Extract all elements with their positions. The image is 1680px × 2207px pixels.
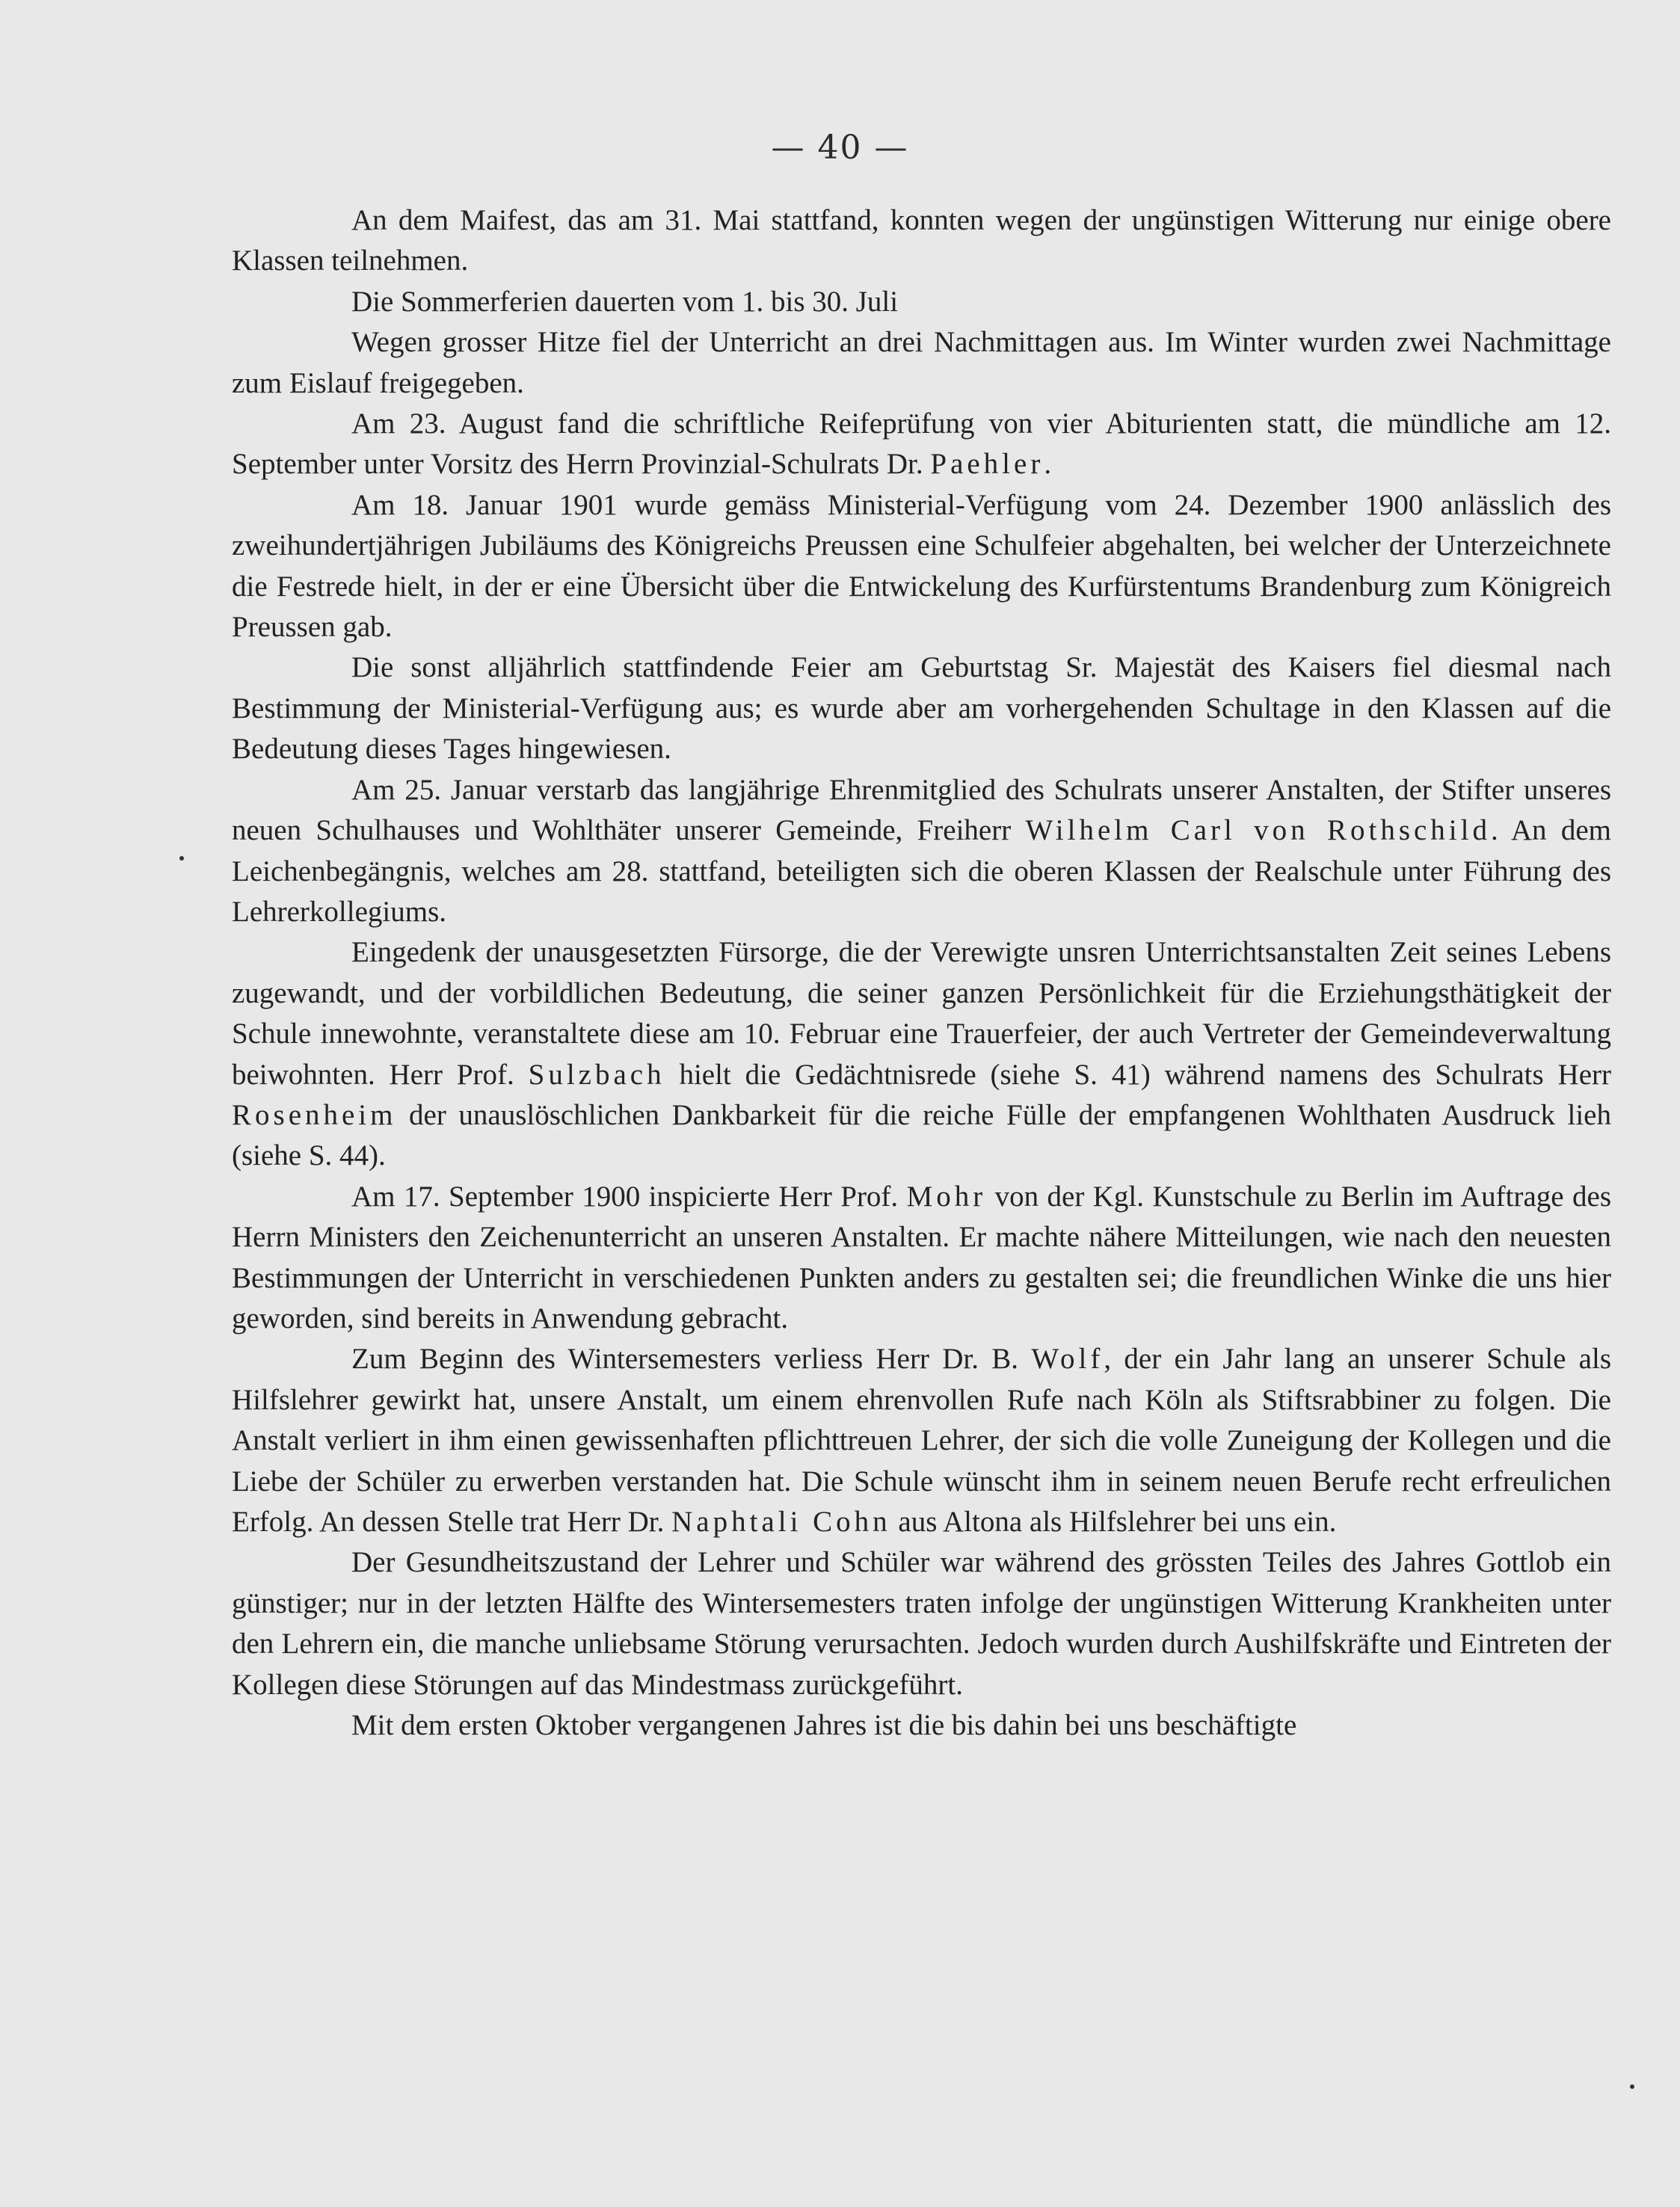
- paragraph-trauerfeier: Eingedenk der unausgesetzten Fürsorge, die der Verewigte unsren Unterrichtsanstalten Zeit seines Lebens zugewandt, und der vorbildlichen Bedeutung, die seiner ganzen Persönlichkeit für die Erziehungsthätigkeit der Schule innewohnte, veranstaltete diese am 10. Februar eine Trauerfeier, der auch Vertreter der Gemeindeverwaltung beiwohnten. Herr Prof. Sulzbach hielt die Gedächtnisrede (siehe S. 41) während namens des Schulrats Herr Rosenheim der unauslöschlichen Dankbarkeit für die reiche Fülle der empfangenen Wohlthaten Ausdruck lieh (siehe S. 44).: [232, 936, 1611, 1172]
- scan-speck: [179, 856, 184, 861]
- paragraph-oktober: Mit dem ersten Oktober vergangenen Jahres ist die bis dahin bei uns beschäftigte: [351, 1709, 1297, 1742]
- name-mohr: Mohr: [906, 1180, 987, 1213]
- body-text: [232, 200, 1611, 1746]
- scan-speck: [1630, 2084, 1634, 2089]
- page-number: — 40 —: [771, 129, 909, 167]
- paragraph-reifepruefung: Am 23. August fand die schriftliche Reifeprüfung von vier Abiturienten statt, die mündliche am 12. September unter Vorsitz des Herrn Provinzial-Schulrats Dr. Paehler.: [232, 407, 1611, 481]
- name-sulzbach: Sulzbach: [528, 1058, 665, 1091]
- name-paehler: Paehler: [930, 448, 1044, 481]
- paragraph-gesundheit: Der Gesundheitszustand der Lehrer und Schüler war während des grössten Teiles des Jahres Gottlob ein günstiger; nur in der letzten Hälfte des Wintersemesters traten infolge der ungünstigen Witterung Krankheiten unter den Lehrern ein, die manche unliebsame Störung verursachten. Jedoch wurden durch Aushilfskräfte und Eintreten der Kollegen diese Störungen auf das Mindestmass zurückgeführt.: [232, 1546, 1611, 1701]
- paragraph-sommerferien: Die Sommerferien dauerten vom 1. bis 30. Juli: [351, 285, 899, 318]
- paragraph-inspektion: Am 17. September 1900 inspicierte Herr Prof. Mohr von der Kgl. Kunstschule zu Berlin im Auftrage des Herrn Ministers den Zeichenunterricht an unseren Anstalten. Er machte nähere Mitteilungen, wie nach den neuesten Bestimmungen der Unterricht in verschiedenen Punkten anders zu gestalten sei; die freundlichen Winke die uns hier geworden, sind bereits in Anwendung gebracht.: [232, 1180, 1611, 1335]
- name-rothschild: Wilhelm Carl von Rothschild: [1025, 814, 1491, 847]
- paragraph-wintersemester: Zum Beginn des Wintersemesters verliess Herr Dr. B. Wolf, der ein Jahr lang an unserer Schule als Hilfslehrer gewirkt hat, unsere Anstalt, um einem ehrenvollen Rufe nach Köln als Stiftsrabbiner zu folgen. Die Anstalt verliert in ihm einen gewissenhaften pflichttreuen Lehrer, der sich die volle Zuneigung der Kollegen und die Liebe der Schüler zu erwerben verstanden hat. Die Schule wünscht ihm in seinem neuen Berufe recht erfreulichen Erfolg. An dessen Stelle trat Herr Dr. Naphtali Cohn aus Altona als Hilfslehrer bei uns ein.: [232, 1343, 1611, 1538]
- paragraph-maifest: An dem Maifest, das am 31. Mai stattfand, konnten wegen der ungünstigen Witterung nur einige obere Klassen teilnehmen.: [232, 204, 1611, 277]
- name-wolf: Wolf: [1031, 1343, 1104, 1376]
- paragraph-hitze: Wegen grosser Hitze fiel der Unterricht an drei Nachmittagen aus. Im Winter wurden zwei Nachmittage zum Eislauf freigegeben.: [232, 326, 1611, 399]
- paragraph-rothschild: Am 25. Januar verstarb das langjährige Ehrenmitglied des Schulrats unserer Anstalten, der Stifter unseres neuen Schulhauses und Wohlthäter unserer Gemeinde, Freiherr Wilhelm Carl von Rothschild. An dem Leichenbegängnis, welches am 28. stattfand, beteiligten sich die oberen Klassen der Realschule unter Führung des Lehrerkollegiums.: [232, 773, 1611, 928]
- name-cohn: Naphtali Cohn: [671, 1506, 891, 1538]
- paragraph-jubilaeum: Am 18. Januar 1901 wurde gemäss Ministerial-Verfügung vom 24. Dezember 1900 anlässlich des zweihundertjährigen Jubiläums des Königreichs Preussen eine Schulfeier abgehalten, bei welcher der Unterzeichnete die Festrede hielt, in der er eine Übersicht über die Entwickelung des Kurfürstentums Brandenburg zum Königreich Preussen gab.: [232, 488, 1611, 644]
- paragraph-kaisergeburtstag: Die sonst alljährlich stattfindende Feier am Geburtstag Sr. Majestät des Kaisers fiel diesmal nach Bestimmung der Ministerial-Verfügung aus; es wurde aber am vorhergehenden Schultage in den Klassen auf die Bedeutung dieses Tages hingewiesen.: [232, 651, 1611, 766]
- name-rosenheim: Rosenheim: [232, 1098, 397, 1131]
